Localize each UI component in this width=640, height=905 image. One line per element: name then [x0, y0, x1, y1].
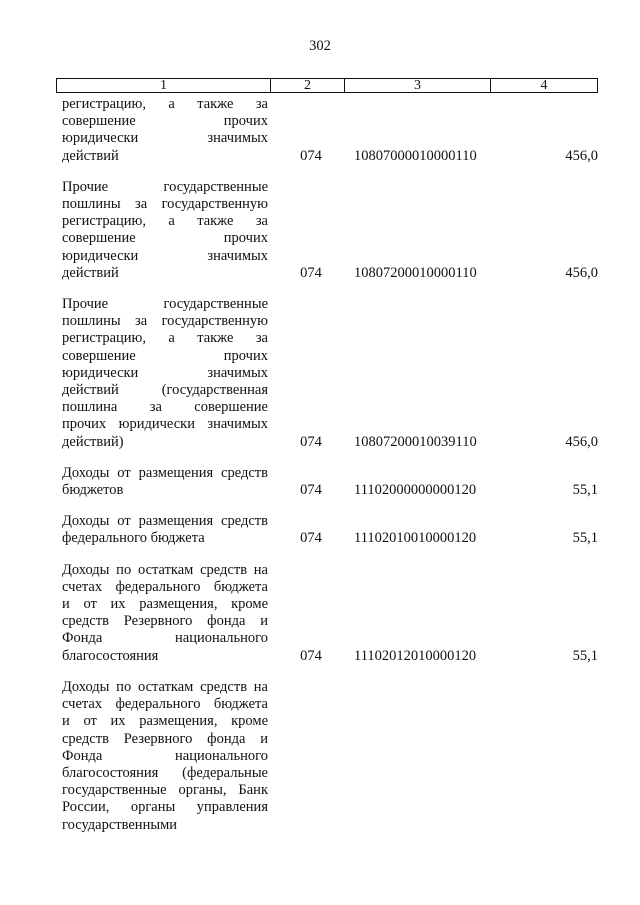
description-line: Доходы от размещения средств [62, 513, 268, 530]
admin-code: 074 [300, 264, 322, 281]
description-line: действий [62, 264, 119, 281]
row-description [62, 562, 268, 665]
row-description [62, 296, 268, 451]
admin-code: 074 [300, 482, 322, 499]
description-line: регистрацию, а также за [62, 213, 268, 230]
row-description [62, 679, 268, 834]
description-line: пошлины за государственную [62, 196, 268, 213]
table-row [56, 679, 598, 834]
table-row [56, 513, 598, 547]
description-line: и от их размещения, кроме [62, 596, 268, 613]
amount: 55,1 [572, 530, 598, 547]
description-line: Фонда национального [62, 747, 268, 764]
description-line: регистрацию, а также за [62, 330, 268, 347]
description-line: Доходы по остаткам средств на [62, 561, 268, 578]
description-line: юридически значимых [62, 247, 268, 264]
admin-code: 074 [300, 147, 322, 164]
description-line: средств Резервного фонда и [62, 613, 268, 630]
table-header [56, 78, 598, 93]
admin-code: 074 [300, 647, 322, 664]
header-col-3: 3 [345, 79, 491, 92]
table-row [56, 296, 598, 451]
description-line: России, органы управления [62, 799, 268, 816]
description-line: бюджетов [62, 482, 124, 499]
table-row [56, 179, 598, 282]
admin-code: 074 [300, 433, 322, 450]
description-line: совершение прочих [62, 347, 268, 364]
table-row [56, 465, 598, 499]
description-line: юридически значимых [62, 130, 268, 147]
description-line: Доходы от размещения средств [62, 464, 268, 481]
budget-code: 11102012010000120 [354, 647, 477, 664]
description-line: благосостояния (федеральные [62, 764, 268, 781]
header-col-2: 2 [271, 79, 345, 92]
description-line: Прочие государственные [62, 296, 268, 313]
description-line: действий (государственная [62, 382, 268, 399]
description-line: и от их размещения, кроме [62, 713, 268, 730]
row-description [62, 179, 268, 282]
description-line: регистрацию, а также за [62, 96, 268, 112]
amount: 55,1 [572, 647, 598, 664]
description-line: благосостояния [62, 647, 159, 664]
row-description [62, 513, 268, 547]
description-line: действий) [62, 433, 124, 450]
table-body [56, 96, 598, 848]
description-line: средств Резервного фонда и [62, 730, 268, 747]
description-line: Прочие государственные [62, 178, 268, 195]
budget-code: 10807000010000110 [354, 147, 477, 164]
amount: 456,0 [565, 147, 598, 164]
description-line: прочих юридически значимых [62, 416, 268, 433]
description-line: государственные органы, Банк [62, 782, 268, 799]
budget-code: 11102010010000120 [354, 530, 477, 547]
admin-code: 074 [300, 530, 322, 547]
description-line: Доходы по остаткам средств на [62, 678, 268, 695]
page-number: 302 [309, 38, 331, 54]
budget-code: 10807200010000110 [354, 264, 477, 281]
description-line: Фонда национального [62, 630, 268, 647]
table-row [56, 96, 598, 165]
row-description [62, 96, 268, 165]
description-line: счетах федерального бюджета [62, 696, 268, 713]
description-line: государственными [62, 816, 178, 833]
header-col-4: 4 [540, 78, 548, 93]
description-line: пошлина за совершение [62, 399, 268, 416]
description-line: юридически значимых [62, 364, 268, 381]
description-line: совершение прочих [62, 113, 268, 130]
description-line: пошлины за государственную [62, 313, 268, 330]
description-line: федерального бюджета [62, 530, 205, 547]
amount: 456,0 [565, 433, 598, 450]
budget-code: 10807200010039110 [354, 433, 477, 450]
amount: 55,1 [572, 482, 598, 499]
description-line: действий [62, 147, 119, 164]
table-row [56, 562, 598, 665]
budget-code: 11102000000000120 [354, 482, 477, 499]
header-col-1: 1 [57, 79, 271, 92]
description-line: совершение прочих [62, 230, 268, 247]
row-description [62, 465, 268, 499]
description-line: счетах федерального бюджета [62, 578, 268, 595]
amount: 456,0 [565, 264, 598, 281]
